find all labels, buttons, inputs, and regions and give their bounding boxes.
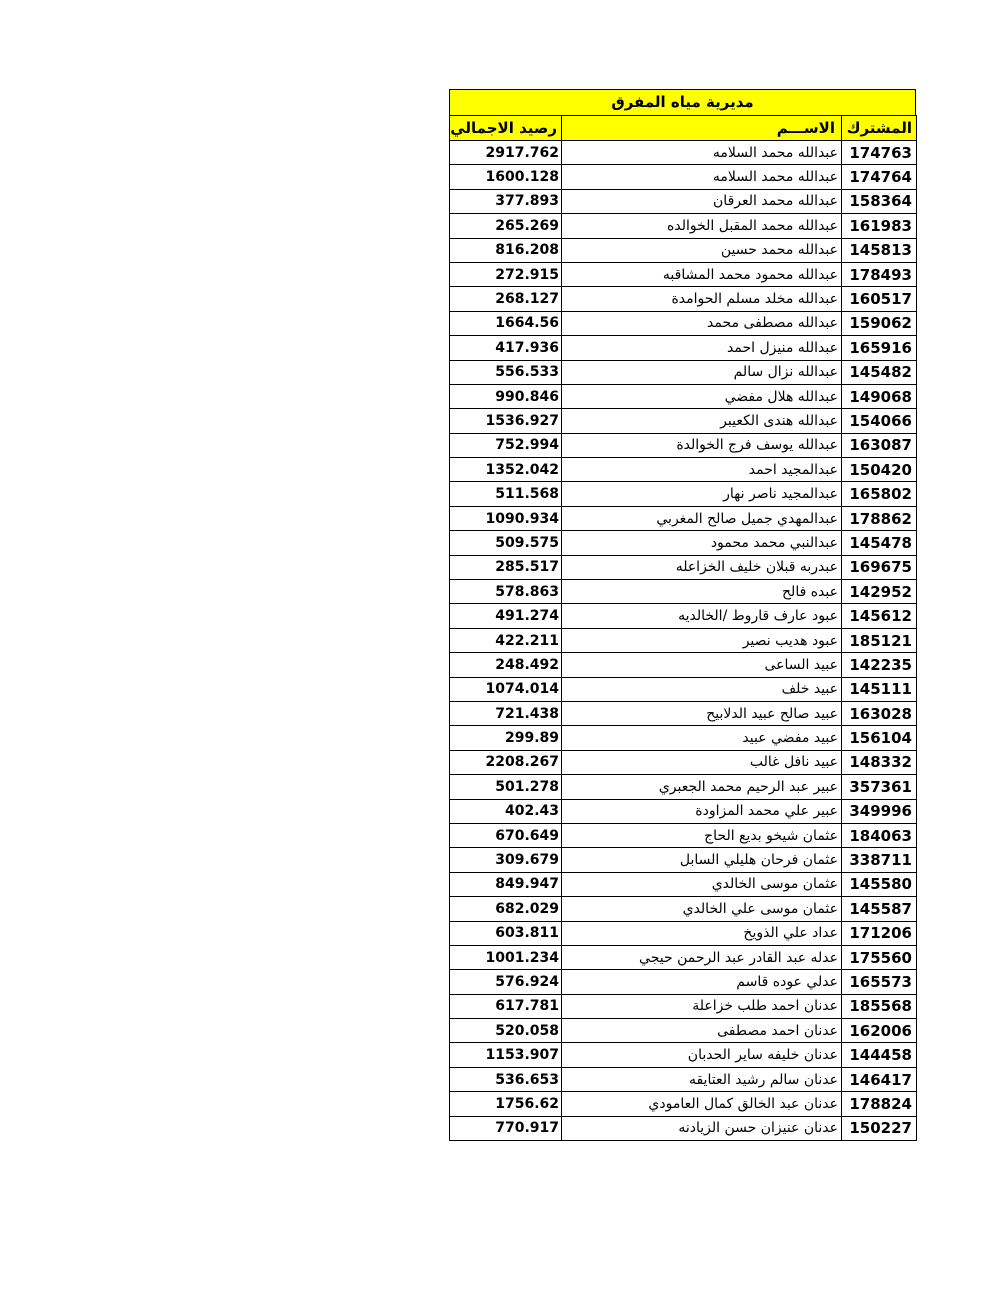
subscriber-id-cell: 171206 xyxy=(842,921,917,945)
table-row xyxy=(450,701,917,725)
subscriber-id-cell: 145111 xyxy=(842,677,917,701)
subscriber-name-cell: عدنان احمد طلب خزاعلة xyxy=(562,994,842,1018)
table-row xyxy=(450,262,917,286)
balance-cell: 1664.56 xyxy=(450,311,562,335)
balance-cell: 721.438 xyxy=(450,701,562,725)
balance-cell: 1600.128 xyxy=(450,165,562,189)
table-row xyxy=(450,555,917,579)
balance-cell: 1090.934 xyxy=(450,506,562,530)
subscriber-id-cell: 184063 xyxy=(842,823,917,847)
table-row xyxy=(450,775,917,799)
subscriber-id-cell: 149068 xyxy=(842,384,917,408)
subscriber-table xyxy=(449,115,917,1141)
subscriber-id-cell: 165573 xyxy=(842,970,917,994)
subscriber-name-cell: عبدالله يوسف فرج الخوالدة xyxy=(562,433,842,457)
subscriber-id-cell: 156104 xyxy=(842,726,917,750)
subscriber-name-cell: عبود عارف قاروط /الخالديه xyxy=(562,604,842,628)
balance-cell: 1756.62 xyxy=(450,1092,562,1116)
subscriber-name-cell: عدنان عنيزان حسن الزيادنه xyxy=(562,1116,842,1140)
subscriber-name-cell: عبدالله مصطفى محمد xyxy=(562,311,842,335)
balance-cell: 2208.267 xyxy=(450,750,562,774)
balance-cell: 309.679 xyxy=(450,848,562,872)
balance-cell: 402.43 xyxy=(450,799,562,823)
balance-cell: 849.947 xyxy=(450,872,562,896)
subscriber-name-cell: عبدالله محمد العرقان xyxy=(562,189,842,213)
subscriber-id-cell: 162006 xyxy=(842,1019,917,1043)
table-row xyxy=(450,823,917,847)
table-row xyxy=(450,921,917,945)
subscriber-name-cell: عبدالله هلال مفضي xyxy=(562,384,842,408)
table-row xyxy=(450,311,917,335)
subscriber-name-cell: عبدالله محمد المقبل الخوالده xyxy=(562,214,842,238)
table-row xyxy=(450,214,917,238)
subscriber-id-cell: 169675 xyxy=(842,555,917,579)
subscriber-id-cell: 357361 xyxy=(842,775,917,799)
table-row xyxy=(450,1092,917,1116)
balance-cell: 578.863 xyxy=(450,580,562,604)
subscriber-name-cell: عبير عبد الرحيم محمد الجعبري xyxy=(562,775,842,799)
subscriber-name-cell: عبدالله محمود محمد المشاقبه xyxy=(562,262,842,286)
balance-cell: 1153.907 xyxy=(450,1043,562,1067)
subscriber-name-cell: عدلي عوده قاسم xyxy=(562,970,842,994)
subscriber-name-cell: عبدربه قبلان خليف الخزاعله xyxy=(562,555,842,579)
balance-cell: 617.781 xyxy=(450,994,562,1018)
subscriber-id-cell: 159062 xyxy=(842,311,917,335)
balance-cell: 285.517 xyxy=(450,555,562,579)
subscriber-name-cell: عبده فالح xyxy=(562,580,842,604)
subscriber-id-cell: 145482 xyxy=(842,360,917,384)
table-row xyxy=(450,409,917,433)
table-row xyxy=(450,141,917,165)
table-row xyxy=(450,580,917,604)
subscriber-id-cell: 185568 xyxy=(842,994,917,1018)
balance-cell: 536.653 xyxy=(450,1067,562,1091)
subscriber-id-cell: 349996 xyxy=(842,799,917,823)
table-row xyxy=(450,506,917,530)
subscriber-id-cell: 178493 xyxy=(842,262,917,286)
table-row xyxy=(450,531,917,555)
table-row xyxy=(450,336,917,360)
subscriber-name-cell: عبدالله محمد السلامه xyxy=(562,165,842,189)
table-row xyxy=(450,799,917,823)
balance-cell: 377.893 xyxy=(450,189,562,213)
subscriber-name-cell: عثمان فرحان هليلي السابل xyxy=(562,848,842,872)
table-row xyxy=(450,726,917,750)
subscriber-name-cell: عثمان موسى علي الخالدي xyxy=(562,897,842,921)
subscriber-name-cell: عبدالله منيزل احمد xyxy=(562,336,842,360)
subscriber-id-cell: 145580 xyxy=(842,872,917,896)
column-header-balance: رصيد الاجمالي xyxy=(450,116,562,141)
subscriber-id-cell: 158364 xyxy=(842,189,917,213)
table-row xyxy=(450,897,917,921)
subscriber-id-cell: 175560 xyxy=(842,945,917,969)
balance-cell: 511.568 xyxy=(450,482,562,506)
balance-cell: 752.994 xyxy=(450,433,562,457)
subscriber-id-cell: 165802 xyxy=(842,482,917,506)
balance-cell: 272.915 xyxy=(450,262,562,286)
subscriber-id-cell: 163028 xyxy=(842,701,917,725)
sheet-title: مديرية مياه المفرق xyxy=(449,89,916,115)
subscriber-id-cell: 161983 xyxy=(842,214,917,238)
balance-cell: 1074.014 xyxy=(450,677,562,701)
table-row xyxy=(450,1067,917,1091)
balance-cell: 603.811 xyxy=(450,921,562,945)
subscriber-name-cell: عبيد مفضي عبيد xyxy=(562,726,842,750)
balance-cell: 682.029 xyxy=(450,897,562,921)
table-row xyxy=(450,433,917,457)
subscriber-name-cell: عثمان موسى الخالدي xyxy=(562,872,842,896)
table-body xyxy=(450,141,917,1141)
table-row xyxy=(450,1019,917,1043)
subscriber-name-cell: عدنان سالم رشيد العتايقه xyxy=(562,1067,842,1091)
subscriber-id-cell: 178862 xyxy=(842,506,917,530)
subscriber-name-cell: عداد علي الذويخ xyxy=(562,921,842,945)
table-row xyxy=(450,653,917,677)
balance-cell: 816.208 xyxy=(450,238,562,262)
subscriber-id-cell: 145813 xyxy=(842,238,917,262)
balance-cell: 1536.927 xyxy=(450,409,562,433)
subscriber-id-cell: 163087 xyxy=(842,433,917,457)
subscriber-id-cell: 144458 xyxy=(842,1043,917,1067)
table-row xyxy=(450,994,917,1018)
subscriber-id-cell: 145478 xyxy=(842,531,917,555)
subscriber-id-cell: 160517 xyxy=(842,287,917,311)
table-row xyxy=(450,848,917,872)
balance-cell: 422.211 xyxy=(450,628,562,652)
subscriber-balance-sheet xyxy=(449,89,916,1141)
subscriber-name-cell: عبدالله محمد حسين xyxy=(562,238,842,262)
subscriber-id-cell: 150227 xyxy=(842,1116,917,1140)
table-row xyxy=(450,482,917,506)
subscriber-name-cell: عبدالمجيد ناصر نهار xyxy=(562,482,842,506)
subscriber-name-cell: عثمان شيخو بديع الحاج xyxy=(562,823,842,847)
balance-cell: 265.269 xyxy=(450,214,562,238)
table-row xyxy=(450,360,917,384)
table-row xyxy=(450,604,917,628)
subscriber-name-cell: عدنان احمد مصطفى xyxy=(562,1019,842,1043)
balance-cell: 670.649 xyxy=(450,823,562,847)
subscriber-name-cell: عبدالله هندى الكعيبر xyxy=(562,409,842,433)
subscriber-id-cell: 338711 xyxy=(842,848,917,872)
balance-cell: 1001.234 xyxy=(450,945,562,969)
subscriber-id-cell: 145587 xyxy=(842,897,917,921)
subscriber-name-cell: عبدالمجيد احمد xyxy=(562,458,842,482)
table-row xyxy=(450,750,917,774)
subscriber-name-cell: عدله عبد القادر عبد الرحمن حيجي xyxy=(562,945,842,969)
subscriber-id-cell: 174763 xyxy=(842,141,917,165)
balance-cell: 501.278 xyxy=(450,775,562,799)
subscriber-id-cell: 154066 xyxy=(842,409,917,433)
table-row xyxy=(450,165,917,189)
subscriber-name-cell: عبيد نافل غالب xyxy=(562,750,842,774)
subscriber-id-cell: 165916 xyxy=(842,336,917,360)
subscriber-id-cell: 178824 xyxy=(842,1092,917,1116)
balance-cell: 417.936 xyxy=(450,336,562,360)
subscriber-id-cell: 145612 xyxy=(842,604,917,628)
header-row xyxy=(450,116,917,141)
subscriber-id-cell: 185121 xyxy=(842,628,917,652)
subscriber-id-cell: 150420 xyxy=(842,458,917,482)
subscriber-name-cell: عبيد الساعى xyxy=(562,653,842,677)
table-row xyxy=(450,872,917,896)
table-row xyxy=(450,287,917,311)
subscriber-id-cell: 146417 xyxy=(842,1067,917,1091)
table-row xyxy=(450,1116,917,1140)
table-row xyxy=(450,384,917,408)
balance-cell: 491.274 xyxy=(450,604,562,628)
column-header-subscriber: المشترك xyxy=(842,116,917,141)
balance-cell: 299.89 xyxy=(450,726,562,750)
balance-cell: 1352.042 xyxy=(450,458,562,482)
balance-cell: 770.917 xyxy=(450,1116,562,1140)
table-row xyxy=(450,189,917,213)
balance-cell: 576.924 xyxy=(450,970,562,994)
table-row xyxy=(450,238,917,262)
table-row xyxy=(450,458,917,482)
subscriber-name-cell: عبدالمهدي جميل صالح المغربي xyxy=(562,506,842,530)
balance-cell: 990.846 xyxy=(450,384,562,408)
subscriber-name-cell: عبدالله محمد السلامه xyxy=(562,141,842,165)
subscriber-id-cell: 142235 xyxy=(842,653,917,677)
subscriber-name-cell: عبير علي محمد المزاودة xyxy=(562,799,842,823)
subscriber-id-cell: 148332 xyxy=(842,750,917,774)
balance-cell: 248.492 xyxy=(450,653,562,677)
subscriber-id-cell: 142952 xyxy=(842,580,917,604)
subscriber-name-cell: عدنان خليفه ساير الحدبان xyxy=(562,1043,842,1067)
balance-cell: 509.575 xyxy=(450,531,562,555)
column-header-name: الاســـم xyxy=(562,116,842,141)
balance-cell: 520.058 xyxy=(450,1019,562,1043)
subscriber-name-cell: عبدالنبي محمد محمود xyxy=(562,531,842,555)
table-row xyxy=(450,970,917,994)
table-row xyxy=(450,1043,917,1067)
table-row xyxy=(450,677,917,701)
subscriber-name-cell: عبدالله مخلد مسلم الحوامدة xyxy=(562,287,842,311)
subscriber-name-cell: عبيد صالح عبيد الدلابيح xyxy=(562,701,842,725)
table-row xyxy=(450,628,917,652)
balance-cell: 2917.762 xyxy=(450,141,562,165)
subscriber-name-cell: عبود هديب نصير xyxy=(562,628,842,652)
subscriber-id-cell: 174764 xyxy=(842,165,917,189)
balance-cell: 268.127 xyxy=(450,287,562,311)
balance-cell: 556.533 xyxy=(450,360,562,384)
subscriber-name-cell: عدنان عبد الخالق كمال العامودي xyxy=(562,1092,842,1116)
subscriber-name-cell: عبيد خلف xyxy=(562,677,842,701)
subscriber-name-cell: عبدالله نزال سالم xyxy=(562,360,842,384)
table-row xyxy=(450,945,917,969)
